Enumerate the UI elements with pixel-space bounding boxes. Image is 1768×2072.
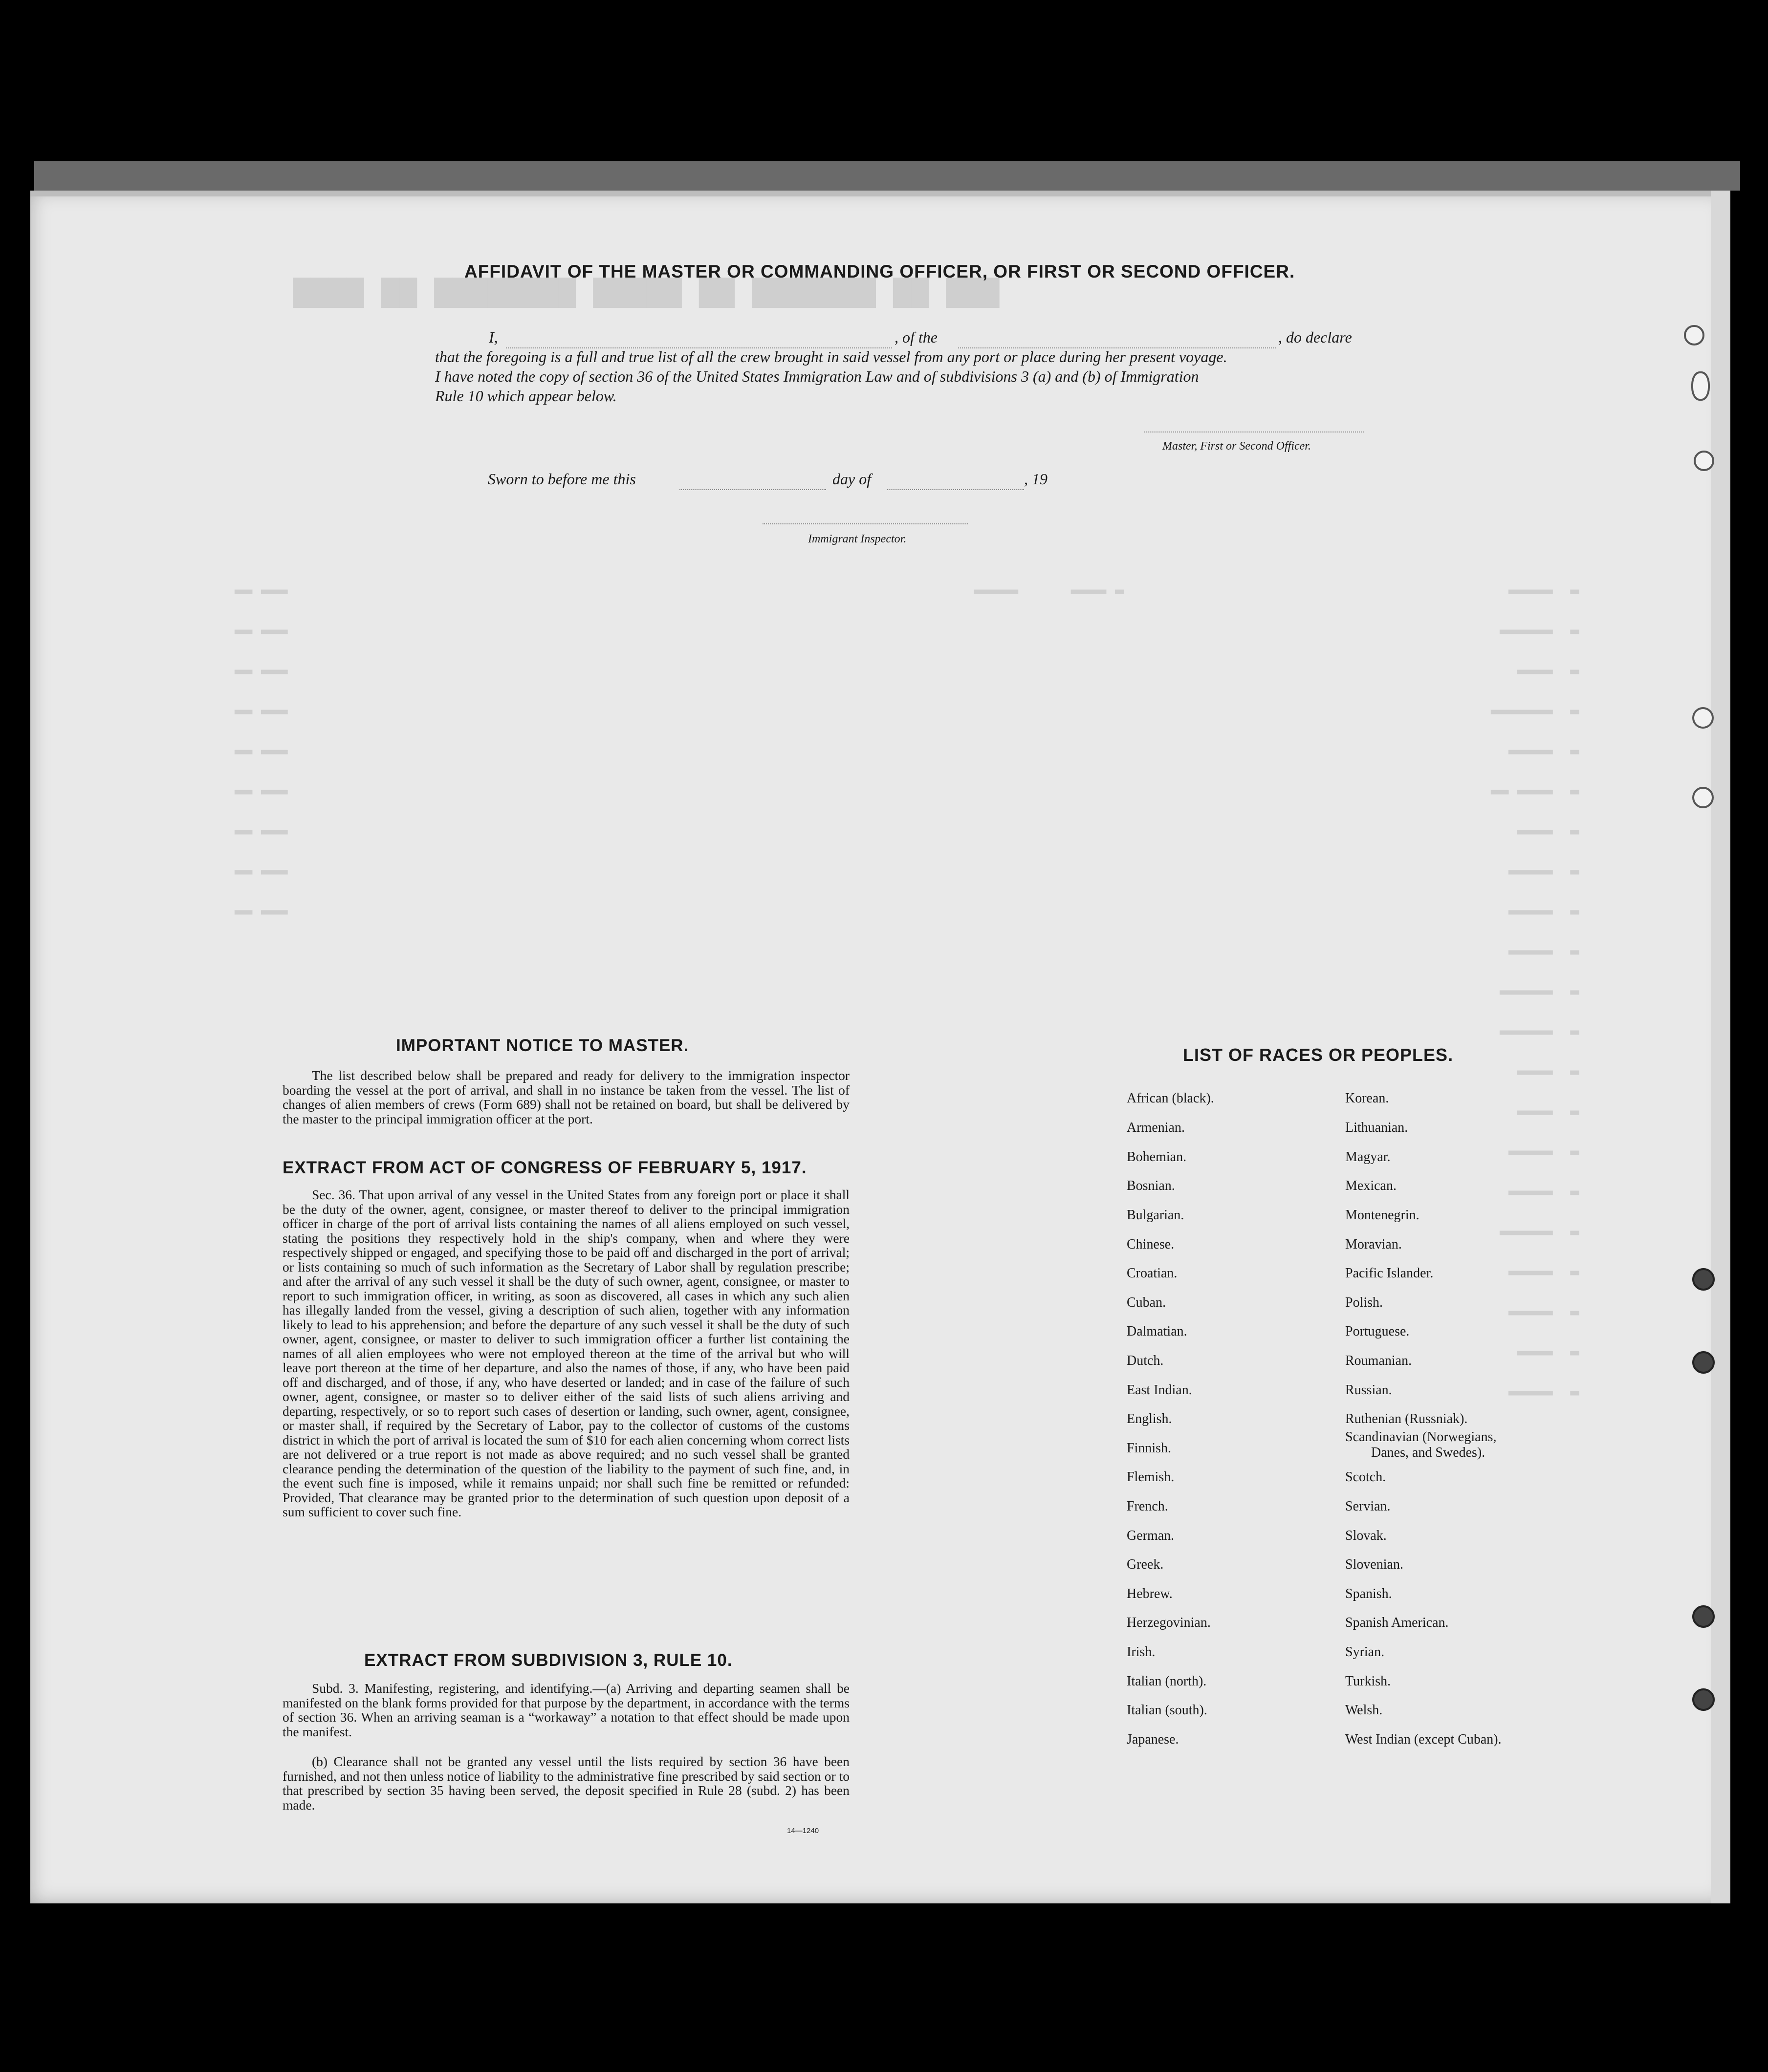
- race-item: Cuban.: [1127, 1295, 1166, 1310]
- race-item: Spanish.: [1345, 1586, 1392, 1601]
- affidavit-do-declare: , do declare: [1278, 328, 1352, 346]
- race-item: Greek.: [1127, 1557, 1164, 1572]
- race-item: Turkish.: [1345, 1674, 1391, 1689]
- notice-title: IMPORTANT NOTICE TO MASTER.: [396, 1036, 689, 1055]
- race-item: Slovenian.: [1345, 1557, 1403, 1572]
- inspector-signature-line[interactable]: [763, 518, 968, 527]
- extract-act-title: EXTRACT FROM ACT OF CONGRESS OF FEBRUARY 5, 1917.: [283, 1158, 807, 1177]
- race-item: Irish.: [1127, 1644, 1156, 1660]
- race-item: Moravian.: [1345, 1237, 1402, 1252]
- race-item: Scandinavian (Norwegians,: [1345, 1429, 1497, 1445]
- binder-hole: [1692, 787, 1714, 808]
- race-item: Ruthenian (Russniak).: [1345, 1411, 1468, 1426]
- race-item: Servian.: [1345, 1499, 1391, 1514]
- sheet-right-strip: [1711, 191, 1730, 1903]
- race-item: Bohemian.: [1127, 1149, 1187, 1165]
- race-item: Italian (south).: [1127, 1703, 1207, 1718]
- race-item: Slovak.: [1345, 1528, 1387, 1543]
- race-item: Hebrew.: [1127, 1586, 1173, 1601]
- affidavit-i-label: I,: [489, 328, 498, 346]
- sworn-month-field[interactable]: [887, 484, 1024, 493]
- race-item: Portuguese.: [1345, 1324, 1410, 1339]
- race-item: Spanish American.: [1345, 1615, 1449, 1630]
- race-item: Bosnian.: [1127, 1178, 1175, 1193]
- races-title: LIST OF RACES OR PEOPLES.: [1183, 1045, 1454, 1065]
- race-item: Japanese.: [1127, 1732, 1179, 1747]
- binder-hole: [1692, 1351, 1715, 1374]
- extract-act-body: Sec. 36. That upon arrival of any vessel in the United States from any foreign port or place it shall be the duty of the owner, agent, consignee, or master thereof to deliver to the principal immigration officer in charge of the port of arrival lists containing the names of all aliens employed on such vessel, stating the positions they respectively hold in the ship's company, when and where they were respectively shipped or engaged, and specifying those to be paid off and discharged in the port of arrival; or lists containing so much of such information as the Secretary of Labor shall by regulation prescribe; and after the arrival of any such vessel it shall be the duty of such owner, agent, consignee, or master to report to such immigration officer, in writing, as soon as discovered, all cases in which any such alien has illegally landed from the vessel, giving a description of such alien, together with any information likely to lead to his apprehension; and before the departure of any such vessel it shall be the duty of such owner, agent, consignee, or master to deliver to such immigration officer a further list containing the names of all alien employees who were not employed thereon at the time of the arrival but who will leave port thereon at the time of her departure, and also the names of those, if any, who have been paid off and discharged, and of those, if any, who have deserted or landed; and in case of the failure of such owner, agent, consignee, or master so to deliver either of the said lists of such aliens arriving and departing, respectively, or so to report such cases of desertion or landing, such owner, agent, consignee, or master shall, if required by the Secretary of Labor, pay to the collector of customs of the customs district in which the port of arrival is located the sum of $10 for each alien concerning whom correct lists are not delivered or a true report is not made as above required; and no such vessel shall be granted clearance pending the determination of the question of the liability to the payment of such fine, and, in the event such fine is imposed, while it remains unpaid; nor shall such fine be remitted or refunded: Provided, That clearance may be granted prior to the determination of such question upon deposit of a sum sufficient to cover such fine.: [283, 1187, 850, 1519]
- inspector-label: Immigrant Inspector.: [808, 533, 907, 545]
- bleed-through-title: ▇▇▇ ▇▇ ▇▇▇▇▇▇▇ ▇▇ ▇▇▇▇▇ ▇▇▇▇▇▇▇▇ ▇▇ ▇▇▇▇: [293, 277, 1000, 310]
- race-item: Finnish.: [1127, 1441, 1172, 1456]
- manifest-sheet: [30, 191, 1726, 1903]
- race-item: Bulgarian.: [1127, 1208, 1184, 1223]
- race-item: Italian (north).: [1127, 1674, 1207, 1689]
- sheet-top-border: [30, 191, 1726, 196]
- extract-rule-title: EXTRACT FROM SUBDIVISION 3, RULE 10.: [364, 1651, 733, 1670]
- race-item: Dalmatian.: [1127, 1324, 1187, 1339]
- master-signature-line[interactable]: [1144, 426, 1364, 435]
- race-item: West Indian (except Cuban).: [1345, 1732, 1502, 1747]
- race-item: African (black).: [1127, 1091, 1214, 1106]
- race-item: Flemish.: [1127, 1469, 1175, 1485]
- race-item: English.: [1127, 1411, 1172, 1426]
- binder-hole: [1692, 1688, 1715, 1711]
- binder-hole: [1692, 1268, 1715, 1291]
- sworn-day-field[interactable]: [679, 484, 826, 493]
- race-item: East Indian.: [1127, 1382, 1192, 1398]
- binder-hole: [1692, 707, 1714, 729]
- extract-rule-body-a: Subd. 3. Manifesting, registering, and identifying.—(a) Arriving and departing seamen shall be manifested on the blank forms provided for that purpose by the department, in accordance with the terms of section 36. When an arriving seaman is a “workaway” a notation to that effect should be made upon the manifest.: [283, 1681, 850, 1739]
- race-item: French.: [1127, 1499, 1168, 1514]
- race-item: German.: [1127, 1528, 1175, 1543]
- sworn-label: Sworn to before me this: [488, 470, 636, 488]
- affidavit-line-4: Rule 10 which appear below.: [435, 387, 617, 405]
- race-item: Magyar.: [1345, 1149, 1391, 1165]
- race-item: Chinese.: [1127, 1237, 1175, 1252]
- binder-hole: [1684, 325, 1704, 345]
- race-item: Danes, and Swedes).: [1371, 1445, 1485, 1460]
- notice-body: The list described below shall be prepared and ready for delivery to the immigration inspector boarding the vessel at the port of arrival, and shall in no instance be taken from the vessel. The list of changes of alien members of crews (Form 689) shall not be retained on board, but shall be delivered by the master to the principal immigration officer at the port.: [283, 1068, 850, 1126]
- year-label: , 19: [1024, 470, 1048, 488]
- form-number: 14—1240: [787, 1827, 819, 1835]
- race-item: Korean.: [1345, 1091, 1389, 1106]
- affidavit-of-the-label: , of the: [895, 328, 938, 346]
- affidavit-line-2: that the foregoing is a full and true list of all the crew brought in said vessel from any port or place during her present voyage.: [435, 348, 1227, 366]
- race-item: Russian.: [1345, 1382, 1392, 1398]
- binder-hole: [1692, 1605, 1715, 1628]
- race-item: Roumanian.: [1345, 1353, 1412, 1368]
- affidavit-title: AFFIDAVIT OF THE MASTER OR COMMANDING OFFICER, OR FIRST OR SECOND OFFICER.: [464, 261, 1295, 281]
- master-signature-label: Master, First or Second Officer.: [1162, 440, 1311, 453]
- race-item: Polish.: [1345, 1295, 1383, 1310]
- race-item: Scotch.: [1345, 1469, 1386, 1485]
- day-of-label: day of: [832, 470, 872, 488]
- race-item: Pacific Islander.: [1345, 1266, 1434, 1281]
- affidavit-line-3: I have noted the copy of section 36 of the United States Immigration Law and of subdivisions 3 (a) and (b) of Immigration: [435, 367, 1199, 385]
- race-item: Lithuanian.: [1345, 1120, 1408, 1135]
- binder-hole: [1691, 371, 1710, 401]
- race-item: Syrian.: [1345, 1644, 1385, 1660]
- race-item: Welsh.: [1345, 1703, 1383, 1718]
- bleed-through-names: ▂▂▂▂▂ ▂ ▂▂▂▂▂▂ ▂ ▂▂▂▂ ▂ ▂▂▂▂▂▂▂ ▂ ▂▂▂▂▂ ▂ ▂▂ ▂▂▂▂ ▂ ▂▂▂▂ ▂ ▂▂▂▂▂ ▂ ▂▂▂▂▂ ▂ ▂▂▂▂▂ ▂ ▂▂▂▂▂▂ ▂ ▂▂▂▂▂▂ ▂ ▂▂▂▂ ▂ ▂▂▂▂ ▂ ▂▂▂▂▂ ▂ ▂▂▂▂▂ ▂ ▂▂▂▂▂▂ ▂ ▂▂▂▂▂ ▂ ▂▂▂▂▂ ▂ ▂▂▂▂ ▂ ▂▂▂▂▂ ▂: [1491, 579, 1579, 1397]
- race-item: Herzegovinian.: [1127, 1615, 1211, 1630]
- race-item: Dutch.: [1127, 1353, 1164, 1368]
- binder-hole: [1694, 451, 1714, 471]
- race-item: Mexican.: [1345, 1178, 1397, 1193]
- extract-rule-body-b: (b) Clearance shall not be granted any vessel until the lists required by section 36 have been furnished, and not then unless notice of liability to the administrative fine prescribed by said section or to that prescribed by section 35 having been served, the deposit specified in Rule 28 (subd. 2) has been made.: [283, 1754, 850, 1813]
- race-item: Montenegrin.: [1345, 1208, 1419, 1223]
- race-item: Armenian.: [1127, 1120, 1185, 1135]
- bleed-through-rows: ▂▂ ▂▂▂ ▂▂▂▂▂ ▂▂▂▂ ▂ ▂▂ ▂▂▂ ▂▂ ▂▂▂ ▂▂ ▂▂▂ ▂▂ ▂▂▂ ▂▂ ▂▂▂ ▂▂ ▂▂▂ ▂▂ ▂▂▂ ▂▂ ▂▂▂: [235, 579, 1124, 916]
- race-item: Croatian.: [1127, 1266, 1178, 1281]
- page-stack-edge: [34, 161, 1740, 191]
